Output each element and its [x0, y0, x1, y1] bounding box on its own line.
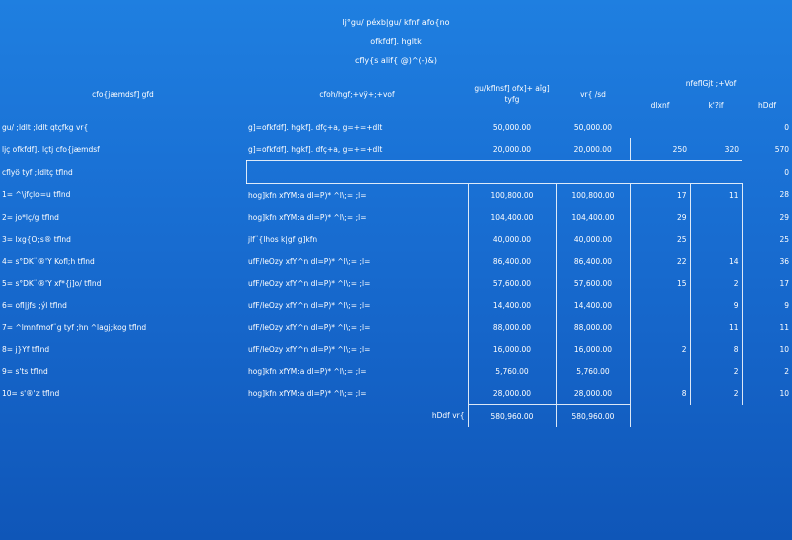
- row-allocated: 88,000.00: [468, 316, 556, 338]
- row-implementer: jlf¨{lhos k|gf g]kfn: [248, 234, 318, 244]
- row-female: 17: [676, 190, 687, 200]
- row-female: [630, 294, 690, 316]
- row-male: 320: [724, 144, 739, 154]
- total-expense: 580,960.00: [556, 405, 630, 428]
- row-total: 0: [784, 122, 790, 132]
- row-implementer: ufF/leOzy xfY^n dl=P)* ^l\;= ;l=: [248, 278, 371, 288]
- row-implementer: hog]kfn xfYM:a dl=P)* ^l\;= ;l=: [248, 212, 367, 222]
- row-total: 11: [742, 316, 792, 338]
- header-expense-amount: vr{ /sd: [580, 89, 606, 99]
- row-expense: [556, 161, 630, 184]
- row-expense: 57,600.00: [556, 272, 630, 294]
- row-total: 36: [742, 250, 792, 272]
- row-male: 11: [690, 184, 742, 207]
- total-allocated: 580,960.00: [468, 405, 556, 428]
- row-female: 8: [681, 388, 687, 398]
- row-female: [630, 116, 690, 138]
- row-program: 9= s'ts tflnd: [2, 366, 48, 376]
- table-row: [0, 138, 792, 161]
- table-row: [0, 294, 792, 316]
- row-implementer: g]=ofkfdf]. hgkf]. dfç+a, g=+=+dlt: [248, 122, 383, 132]
- row-implementer: ufF/leOzy xfY^n dl=P)* ^l\;= ;l=: [248, 256, 371, 266]
- table-row: [0, 272, 792, 294]
- row-program: 3= lxg{O;s® tflnd: [2, 234, 71, 244]
- title-line-1: lj°gu/ péxb|gu/ kfnf afo{no: [342, 18, 450, 27]
- row-expense: 16,000.00: [556, 338, 630, 360]
- row-program: gu/ ;ldlt ;ldlt qtçfkg vr{: [2, 122, 89, 132]
- row-implementer: ufF/leOzy xfY^n dl=P)* ^l\;= ;l=: [248, 344, 371, 354]
- row-female: 250: [672, 144, 687, 154]
- header-female: dlxnf: [650, 100, 670, 110]
- title-line-2: ofkfdf]. hgltk: [370, 37, 422, 46]
- table-row: [0, 206, 792, 228]
- row-total: 9: [742, 294, 792, 316]
- table-row: [0, 184, 792, 207]
- row-male: 9: [690, 294, 742, 316]
- row-program: 1= ^\jfçlo=u tflnd: [2, 190, 71, 200]
- row-expense: 40,000.00: [556, 228, 630, 250]
- row-female: 25: [676, 234, 687, 244]
- table-row: [0, 360, 792, 382]
- row-program: 2= jo*lç/g tflnd: [2, 212, 59, 222]
- row-total: 17: [742, 272, 792, 294]
- table-row: [0, 116, 792, 138]
- row-program: 5= s°DK¨®'Y xf*{j]o/ tflnd: [2, 278, 102, 288]
- table-row: [0, 338, 792, 360]
- total-row: [0, 405, 792, 428]
- row-total: 25: [742, 228, 792, 250]
- row-allocated: [468, 161, 556, 184]
- row-allocated: 50,000.00: [492, 122, 532, 132]
- row-male: 2: [690, 360, 742, 382]
- row-female: 22: [676, 256, 687, 266]
- row-program: 8= j}Yf tflnd: [2, 344, 50, 354]
- row-male: [690, 228, 742, 250]
- row-implementer: ufF/leOzy xfY^n dl=P)* ^l\;= ;l=: [248, 322, 371, 332]
- row-program: ljç ofkfdf]. lçtj cfo{jæmdsf: [2, 144, 100, 154]
- row-female: 29: [676, 212, 687, 222]
- row-expense: 14,400.00: [556, 294, 630, 316]
- row-expense: 28,000.00: [556, 382, 630, 405]
- row-program: 4= s°DK¨®'Y Kofl;h tflnd: [2, 256, 95, 266]
- header-male: k'?if: [708, 100, 724, 110]
- row-implementer: ufF/leOzy xfY^n dl=P)* ^l\;= ;l=: [248, 300, 371, 310]
- table-row: [0, 250, 792, 272]
- row-male: 2: [690, 272, 742, 294]
- row-male: 11: [690, 316, 742, 338]
- row-allocated: 57,600.00: [468, 272, 556, 294]
- row-implementer: [246, 161, 468, 184]
- row-allocated: 86,400.00: [468, 250, 556, 272]
- row-female: [630, 360, 690, 382]
- row-expense: 86,400.00: [556, 250, 630, 272]
- row-allocated: 20,000.00: [492, 144, 532, 154]
- header-implementing-body: cfoh/hgf;+vÿ+;+vof: [319, 89, 395, 99]
- row-program: 7= ^lmnfmof¨g tyf ;hn ^lagj;kog tflnd: [2, 322, 147, 332]
- row-allocated: 104,400.00: [468, 206, 556, 228]
- header-program-name: cfo{jæmdsf] gfd: [92, 89, 154, 99]
- title-line-3: cfly{s alif{ @)^(-)&): [354, 56, 438, 65]
- row-allocated: 5,760.00: [468, 360, 556, 382]
- row-program: 6= ofl|jfs ;ýl tflnd: [2, 300, 67, 310]
- row-male: [690, 116, 742, 138]
- table-row: [0, 161, 792, 184]
- row-expense: 20,000.00: [556, 138, 630, 161]
- row-male: 14: [690, 250, 742, 272]
- row-female: 2: [681, 344, 687, 354]
- row-female: [630, 316, 690, 338]
- row-expense: 104,400.00: [556, 206, 630, 228]
- table-row: [0, 382, 792, 405]
- row-expense: 100,800.00: [556, 184, 630, 207]
- row-total: 28: [742, 184, 792, 207]
- program-table: [0, 72, 792, 427]
- row-total: 2: [742, 360, 792, 382]
- row-allocated: 14,400.00: [468, 294, 556, 316]
- row-expense: 50,000.00: [573, 122, 613, 132]
- table-row: [0, 228, 792, 250]
- row-total: 10: [742, 338, 792, 360]
- row-female: [630, 161, 690, 184]
- row-total: 570: [774, 144, 790, 154]
- row-expense: 5,760.00: [556, 360, 630, 382]
- table-row: [0, 316, 792, 338]
- row-total: 0: [784, 167, 790, 177]
- row-male: [690, 161, 742, 184]
- row-allocated: 100,800.00: [468, 184, 556, 207]
- row-program: 10= s'®'z tflnd: [2, 388, 60, 398]
- row-implementer: g]=ofkfdf]. hgkf]. dfç+a, g=+=+dlt: [248, 144, 383, 154]
- row-allocated: 28,000.00: [468, 382, 556, 405]
- total-label: hDdf vr{: [431, 411, 465, 421]
- row-total: 10: [742, 382, 792, 405]
- row-male: 8: [690, 338, 742, 360]
- row-program: cflyö tyf ;ldltç tflnd: [2, 167, 73, 177]
- header-allocated-amount: gu/kflnsf] ofx]+ aîg] tyfg: [474, 84, 550, 104]
- row-allocated: 40,000.00: [468, 228, 556, 250]
- row-implementer: hog]kfn xfYM:a dl=P)* ^l\;= ;l=: [248, 388, 367, 398]
- row-implementer: hog]kfn xfYM:a dl=P)* ^l\;= ;l=: [248, 366, 367, 376]
- row-expense: 88,000.00: [556, 316, 630, 338]
- row-male: 2: [690, 382, 742, 405]
- header-total: hDdf: [758, 100, 776, 110]
- header-beneficiaries: nfeflGjt ;+Vof: [685, 78, 737, 88]
- row-implementer: hog]kfn xfYM:a dl=P)* ^l\;= ;l=: [248, 190, 367, 200]
- row-male: [690, 206, 742, 228]
- row-female: 15: [676, 278, 687, 288]
- row-allocated: 16,000.00: [468, 338, 556, 360]
- row-total: 29: [742, 206, 792, 228]
